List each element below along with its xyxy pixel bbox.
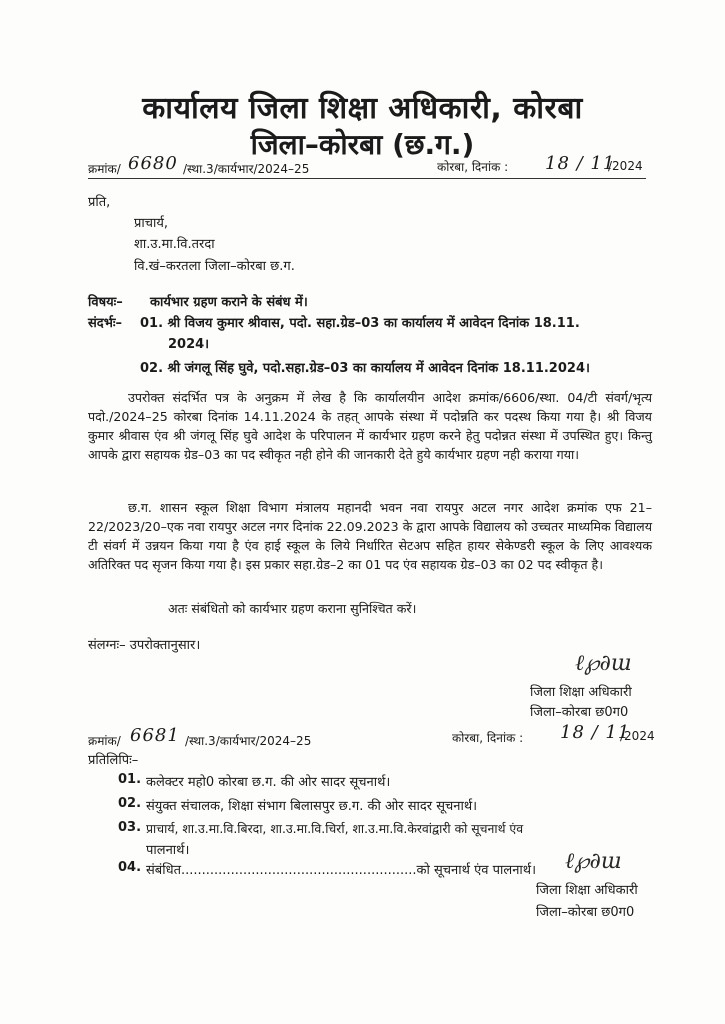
- paragraph-3: अतः संबंधितो को कार्यभार ग्रहण कराना सुनिश्चित करें।: [168, 601, 417, 616]
- signature2-district: जिला–कोरबा छ0ग0: [536, 905, 635, 920]
- ref2-place-date-label: कोरबा, दिनांक :: [452, 731, 524, 745]
- header-divider: [88, 178, 646, 179]
- ref-number-handwritten: 6680: [128, 153, 178, 174]
- copy-item-text: कलेक्टर महो0 कोरबा छ.ग. की ओर सादर सूचनार्थ।: [146, 775, 391, 790]
- copy-item-text: प्राचार्य, शा.उ.मा.वि.बिरदा, शा.उ.मा.वि.चिर्रा, शा.उ.मा.वि.केरवांद्वारी को सूचनार्थ एंव: [146, 821, 524, 836]
- signature2-scribble: ℓ℘∂ɯ: [565, 849, 622, 874]
- signature-district: जिला–कोरबा छ0ग0: [530, 705, 629, 720]
- reference-label: संदर्भः–: [88, 316, 122, 331]
- copy-item-text: संयुक्त संचालक, शिक्षा संभाग बिलासपुर छ.ग. की ओर सादर सूचनार्थ।: [146, 799, 478, 814]
- copy-item-no: 02.: [118, 796, 142, 811]
- recipient-line2: शा.उ.मा.वि.तरदा: [134, 237, 215, 252]
- signature2-designation: जिला शिक्षा अधिकारी: [536, 883, 638, 898]
- subject-text: कार्यभार ग्रहण कराने के संबंध में।: [150, 295, 308, 310]
- copy-item-no: 03.: [118, 820, 142, 835]
- copy-item-text: पालनार्थ।: [146, 843, 190, 858]
- recipient-line1: प्राचार्य,: [134, 216, 169, 231]
- place-date-label: कोरबा, दिनांक :: [437, 160, 509, 174]
- office-title: कार्यालय जिला शिक्षा अधिकारी, कोरबा: [142, 91, 583, 126]
- ref-code: /स्था.3/कार्यभार/2024–25: [183, 162, 310, 176]
- subject-label: विषयः–: [88, 295, 123, 310]
- ref2-label: क्रमांक/: [88, 734, 121, 748]
- copy-item-no: 04.: [118, 860, 142, 875]
- signature-designation: जिला शिक्षा अधिकारी: [530, 685, 632, 700]
- district-title: जिला–कोरबा (छ.ग.): [250, 128, 475, 161]
- reference-1-cont: 2024।: [168, 337, 210, 352]
- copy-item-text: संबंधित.........................................................को सूचनार्थ एंव पालनार्थ।: [146, 863, 537, 878]
- date-handwritten: 18 / 11: [545, 153, 616, 174]
- enclosure: संलग्नः– उपरोक्तानुसार।: [88, 638, 201, 653]
- paragraph-2: छ.ग. शासन स्कूल शिक्षा विभाग मंत्रालय महानदी भवन नवा रायपुर अटल नगर आदेश क्रमांक एफ 21–22/2023/20–एक नवा रायपुर अटल नगर दिनांक 22.09.2023 के द्वारा आपके विद्यालय को उच्चतर माध्यमिक विद्यालय टी संवर्ग में उन्नयन किया गया है एंव हाई स्कूल के लिये निर्धारित सेटअप सहित हायर सेकेण्डरी स्कूल के लिए आवश्यक अतिरिक्त पद सृजन किया गया है। इस प्रकार सहा.ग्रेड–2 का 01 पद एंव सहायक ग्रेड–03 का 02 पद स्वीकृत है।: [88, 500, 652, 572]
- signature-scribble: ℓ℘∂ɯ: [575, 651, 632, 676]
- ref2-number-handwritten: 6681: [130, 725, 180, 746]
- ref2-date-year: /2024: [620, 729, 655, 743]
- paragraph-1: उपरोक्त संदर्भित पत्र के अनुक्रम में लेख है कि कार्यालयीन आदेश क्रमांक/6606/स्था. 04/टी संवर्ग/भृत्य पदो./2024–25 कोरबा दिनांक 14.11.2024 के तहत् आपके संस्था में पदोन्नति कर पदस्थ किया गया है। श्री विजय कुमार श्रीवास एंव श्री जंगलू सिंह घुवे आदेश के परिपालन में कार्यभार ग्रहण करने हेतु पदोन्नत संस्था में उपस्थित हुए। किन्तु आपके द्वारा सहायक ग्रेड–03 का पद स्वीकृत नही होने की जानकारी देते हुये कार्यभार ग्रहण नही कराया गया।: [88, 390, 652, 462]
- copy-item-no: 01.: [118, 772, 142, 787]
- reference-1: 01. श्री विजय कुमार श्रीवास, पदो. सहा.ग्रेड–03 का कार्यालय में आवेदन दिनांक 18.11.: [140, 316, 580, 331]
- date-year: /2024: [608, 159, 643, 173]
- ref-label: क्रमांक/: [88, 162, 121, 176]
- copies-label: प्रतिलिपिः–: [88, 753, 139, 768]
- ref2-date-handwritten: 18 / 11: [560, 722, 631, 743]
- ref2-code: /स्था.3/कार्यभार/2024–25: [185, 734, 312, 748]
- recipient-line3: वि.खं–करतला जिला–कोरबा छ.ग.: [134, 259, 295, 274]
- recipient-prati: प्रति,: [88, 195, 111, 210]
- reference-2: 02. श्री जंगलू सिंह घुवे, पदो.सहा.ग्रेड–03 का कार्यालय में आवेदन दिनांक 18.11.2024।: [140, 361, 590, 376]
